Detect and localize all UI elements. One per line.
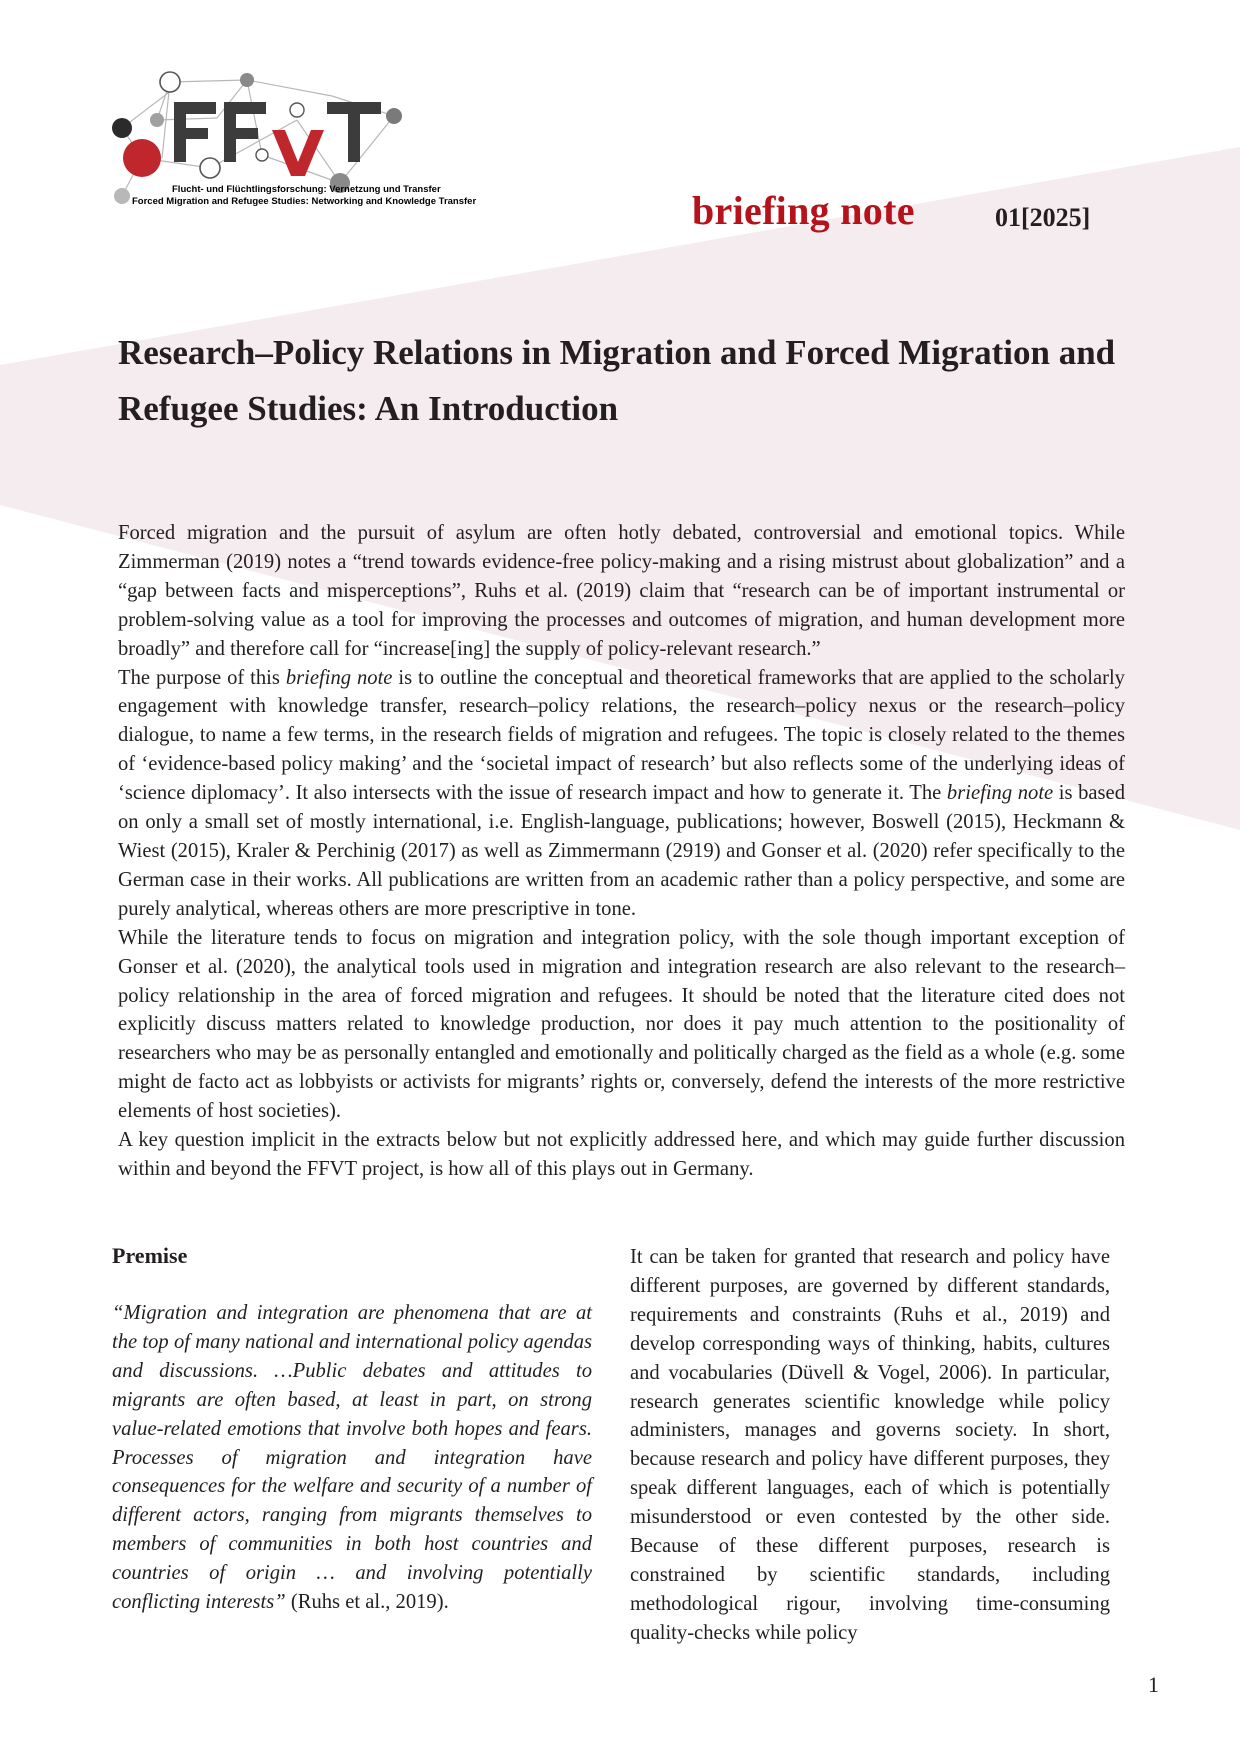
intro-paragraph-4: A key question implicit in the extracts below but not explicitly addressed here, and which may guide further discussion within and beyond the FFVT project, is how all of this plays out in Germany.	[118, 1129, 1125, 1180]
logo-tagline-de: Flucht- und Flüchtlingsforschung: Vernetzung und Transfer	[172, 184, 441, 195]
issue-number: 01[2025]	[995, 203, 1091, 232]
page-title: Research–Policy Relations in Migration and Forced Migration and Refugee Studies: An Introduction	[118, 333, 1116, 428]
right-column-text: It can be taken for granted that research and policy have different purposes, are governed by different standards, requirements and constraints (Ruhs et al., 2019) and develop corresponding ways of thinking, habits, cultures and vocabularies (Düvell & Vogel, 2006). In particular, research generates scientific knowledge while policy administers, manages and governs society. In short, because research and policy have different purposes, they speak different languages, each of which is potentially misunderstood or even contested by the other side. Because of these different purposes, research is constrained by scientific standards, including methodological rigour, involving time-consuming quality-checks while policy	[630, 1246, 1110, 1644]
ffvt-logo	[112, 70, 512, 240]
premise-quote: “Migration and integration are phenomena that are at the top of many national and international policy agendas and discussions. …Public debates and attitudes to migrants are often based, at least in part, on strong value-related emotions that involve both hopes and fears. Processes of migration and integration have consequences for the welfare and security of a number of different actors, ranging from migrants themselves to members of communities in both host countries and countries of origin … and involving potentially conflicting interests” (Ruhs et al., 2019).	[112, 1302, 592, 1614]
quote-citation: (Ruhs et al., 2019).	[285, 1591, 449, 1614]
premise-heading: Premise	[112, 1243, 188, 1268]
intro-text	[118, 519, 1125, 1184]
page-number: 1	[1148, 1672, 1159, 1697]
intro-paragraph-2: The purpose of this briefing note is to outline the conceptual and theoretical frameworks that are applied to the scholarly engagement with knowledge transfer, research–policy relations, the research–policy nexus or the research–policy dialogue, to name a few terms, in the research fields of migration and refugees. The topic is closely related to the themes of ‘evidence-based policy making’ and the ‘societal impact of research’ but also reflects some of the underlying ideas of ‘science diplomacy’. It also intersects with the issue of research impact and how to generate it. The briefing note is based on only a small set of mostly international, i.e. English-language, publications; however, Boswell (2015), Heckmann & Wiest (2015), Kraler & Perchinig (2017) as well as Zimmermann (2919) and Gonser et al. (2020) refer specifically to the German case in their works. All publications are written from an academic rather than a policy perspective, and some are purely analytical, whereas others are more prescriptive in tone.	[118, 666, 1125, 920]
intro-paragraph-3: While the literature tends to focus on migration and integration policy, with the sole though important exception of Gonser et al. (2020), the analytical tools used in migration and integration research are also relevant to the research–policy relationship in the area of forced migration and refugees. It should be noted that the literature cited does not explicitly discuss matters related to knowledge production, nor does it pay much attention to the positionality of researchers who may be as personally entangled and emotionally and politically charged as the field as a whole (e.g. some might de facto act as lobbyists or activists for migrants’ rights or, conversely, defend the interests of the more restrictive elements of host societies).	[118, 926, 1125, 1123]
intro-paragraph-1: Forced migration and the pursuit of asylum are often hotly debated, controversial and emotional topics. While Zimmerman (2019) notes a “trend towards evidence-free policy-making and a rising mistrust about globalization” and a “gap between facts and misperceptions”, Ruhs et al. (2019) claim that “research can be of important instrumental or problem-solving value as a tool for improving the processes and outcomes of migration, and human development more broadly” and therefore call for “increase[ing] the supply of policy-relevant research.”	[118, 522, 1125, 660]
series-label: briefing note	[692, 188, 915, 233]
logo-tagline-en: Forced Migration and Refugee Studies: Networking and Knowledge Transfer	[132, 196, 477, 207]
